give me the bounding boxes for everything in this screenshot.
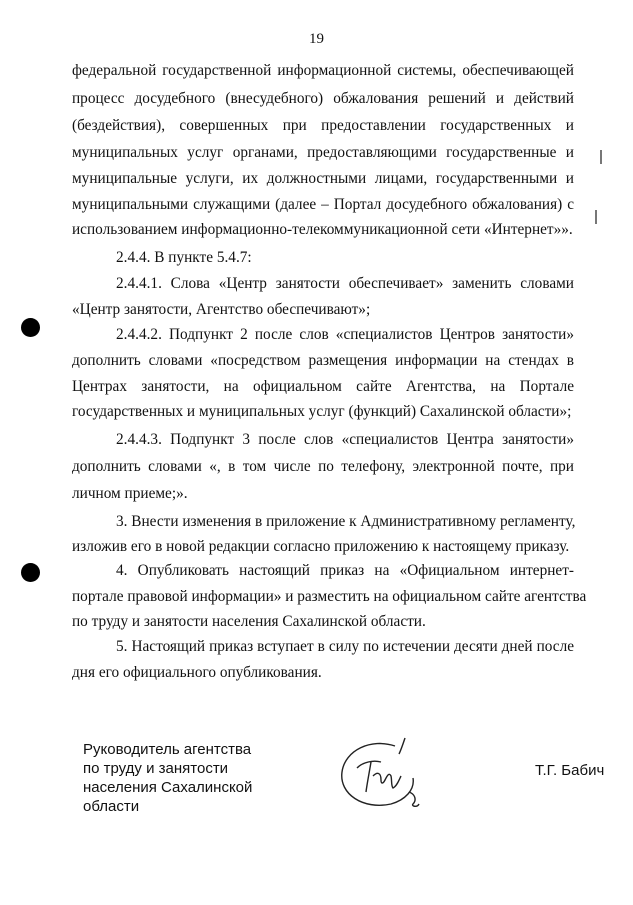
page-number: 19 <box>309 31 324 47</box>
text-line: 2.4.4.3. Подпункт 3 после слов «специалистов Центра занятости» <box>116 431 574 448</box>
text-line: дня его официального опубликования. <box>72 664 322 681</box>
text-line: «Центр занятости, Агентство обеспечивают»; <box>72 301 371 318</box>
punch-hole <box>21 563 40 582</box>
signatory-title-line: области <box>83 798 140 815</box>
text-line: процесс досудебного (внесудебного) обжалования решений и действий <box>72 90 574 107</box>
signatory-title-line: по труду и занятости <box>83 760 229 777</box>
text-line: использованием информационно-телекоммуникационной сети «Интернет»». <box>72 221 573 238</box>
text-line: дополнить словами «посредством размещения информации на стендах в <box>72 352 574 369</box>
text-line: портале правовой информации» и разместить на официальном сайте агентства <box>72 588 587 605</box>
scan-mark <box>595 210 597 224</box>
text-line: 2.4.4. В пункте 5.4.7: <box>116 249 252 266</box>
signatory-title <box>83 740 252 816</box>
scan-mark <box>600 150 602 164</box>
text-line: изложив его в новой редакции согласно приложению к настоящему приказу. <box>72 538 570 555</box>
text-line: (бездействия), совершенных при предоставлении государственных и <box>72 117 574 134</box>
text-line: муниципальные услуги, их должностными лицами, государственными и <box>72 170 574 187</box>
text-line: муниципальных услуг органами, предоставляющими государственные и <box>72 144 574 161</box>
text-line: 2.4.4.1. Слова «Центр занятости обеспечивает» заменить словами <box>116 275 574 292</box>
text-line: 2.4.4.2. Подпункт 2 после слов «специалистов Центров занятости» <box>116 326 574 343</box>
text-line: личном приеме;». <box>72 485 188 502</box>
text-line: муниципальными служащими (далее – Портал досудебного обжалования) с <box>72 196 574 213</box>
text-line: 4. Опубликовать настоящий приказ на «Официальном интернет- <box>116 562 574 579</box>
signatory-title-line: населения Сахалинской <box>83 779 253 796</box>
text-line: Центрах занятости, на официальном сайте Агентства, на Портале <box>72 378 574 395</box>
text-line: федеральной государственной информационной системы, обеспечивающей <box>72 62 574 79</box>
signatory-title-line: Руководитель агентства <box>83 741 252 758</box>
text-line: по труду и занятости населения Сахалинской области. <box>72 613 426 630</box>
text-line: дополнить словами «, в том числе по телефону, электронной почте, при <box>72 458 574 475</box>
signer-name: Т.Г. Бабич <box>535 762 605 779</box>
handwritten-signature <box>333 732 433 812</box>
text-line: 5. Настоящий приказ вступает в силу по истечении десяти дней после <box>116 638 574 655</box>
text-line: государственных и муниципальных услуг (функций) Сахалинской области»; <box>72 403 572 420</box>
text-line: 3. Внести изменения в приложение к Административному регламенту, <box>116 513 576 530</box>
punch-hole <box>21 318 40 337</box>
